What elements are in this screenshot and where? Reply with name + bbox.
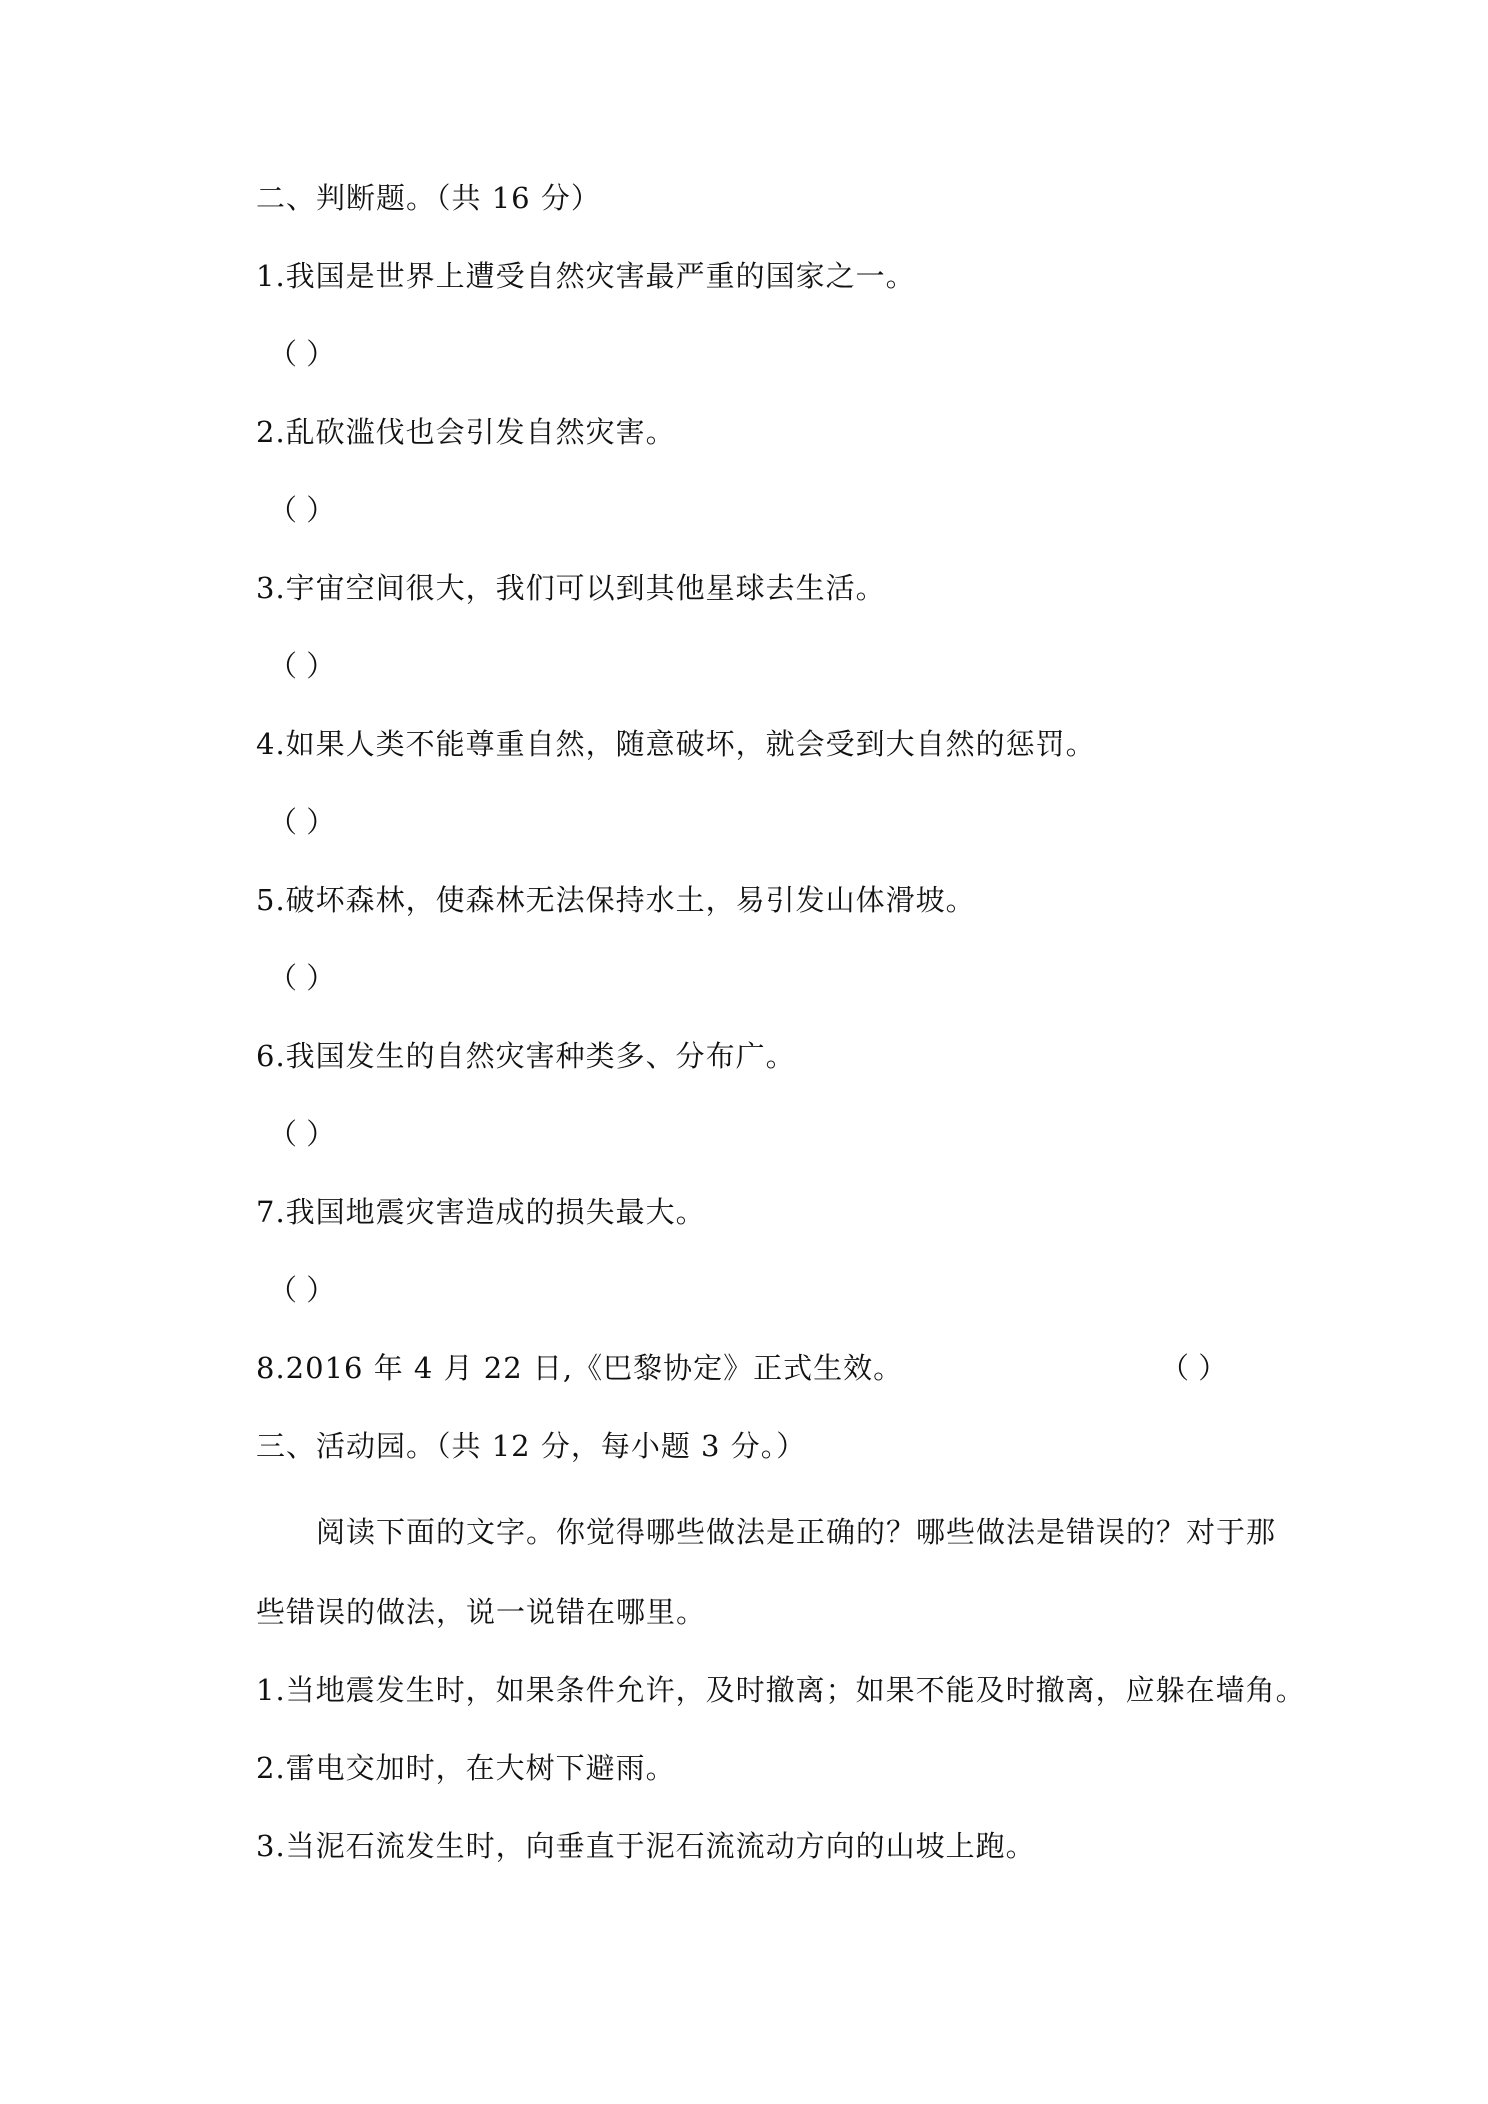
question-1: 1.我国是世界上遭受自然灾害最严重的国家之一。 xyxy=(256,259,916,293)
answer-blank-5: （ ） xyxy=(268,961,336,995)
question-5: 5.破坏森林，使森林无法保持水土，易引发山体滑坡。 xyxy=(256,883,976,917)
section-3-heading: 三、活动园。（共 12 分，每小题 3 分。） xyxy=(256,1429,807,1463)
answer-blank-8: （ ） xyxy=(1160,1351,1228,1385)
section-3-intro-line-2: 些错误的做法，说一说错在哪里。 xyxy=(256,1595,707,1629)
question-2: 2.乱砍滥伐也会引发自然灾害。 xyxy=(256,415,676,449)
question-8: 8.2016 年 4 月 22 日,《巴黎协定》正式生效。 xyxy=(256,1351,904,1385)
section-2-heading: 二、判断题。（共 16 分） xyxy=(256,181,601,215)
answer-blank-3: （ ） xyxy=(268,649,336,683)
activity-item-1: 1.当地震发生时，如果条件允许，及时撤离；如果不能及时撤离，应躲在墙角。 xyxy=(256,1673,1306,1707)
activity-item-2: 2.雷电交加时，在大树下避雨。 xyxy=(256,1751,676,1785)
activity-item-3: 3.当泥石流发生时，向垂直于泥石流流动方向的山坡上跑。 xyxy=(256,1829,1036,1863)
answer-blank-1: （ ） xyxy=(268,337,336,371)
question-3: 3.宇宙空间很大，我们可以到其他星球去生活。 xyxy=(256,571,886,605)
question-6: 6.我国发生的自然灾害种类多、分布广。 xyxy=(256,1039,796,1073)
answer-blank-6: （ ） xyxy=(268,1117,336,1151)
answer-blank-4: （ ） xyxy=(268,805,336,839)
question-4: 4.如果人类不能尊重自然，随意破坏，就会受到大自然的惩罚。 xyxy=(256,727,1096,761)
answer-blank-7: （ ） xyxy=(268,1273,336,1307)
question-7: 7.我国地震灾害造成的损失最大。 xyxy=(256,1195,706,1229)
section-3-intro-line-1: 阅读下面的文字。你觉得哪些做法是正确的？哪些做法是错误的？对于那 xyxy=(316,1515,1277,1549)
answer-blank-2: （ ） xyxy=(268,493,336,527)
